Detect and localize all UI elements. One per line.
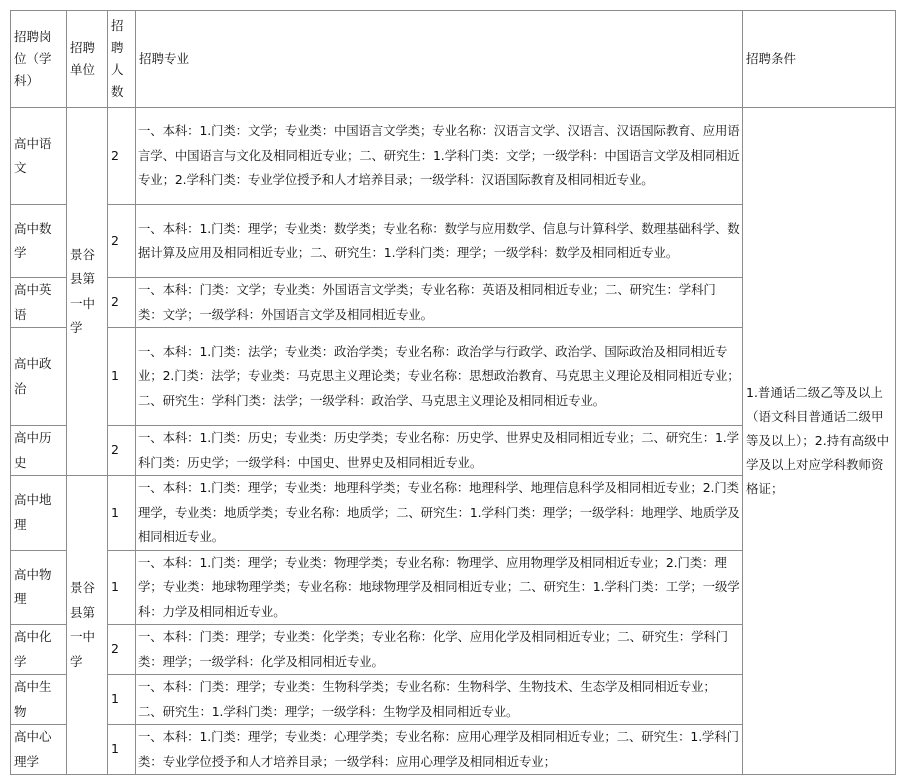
major-cell: 一、本科：1.门类：理学；专业类：地理科学类；专业名称：地理科学、地理信息科学及相同相近专业；2.门类理学，专业类：地质学类；专业名称：地质学；二、研究生：1.学科门类：理学；一级学科：地理学、地质学及相同相近专业。 <box>136 476 743 551</box>
post-cell: 高中历史 <box>11 426 67 476</box>
header-unit: 招聘单位 <box>67 11 108 108</box>
major-cell: 一、本科：1.门类：理学；专业类：心理学类；专业名称：应用心理学及相同相近专业；二、研究生：1.学科门类：专业学位授予和人才培养目录；一级学科：应用心理学及相同相近专业； <box>136 725 743 775</box>
count-cell: 1 <box>108 476 136 551</box>
count-cell: 1 <box>108 675 136 725</box>
header-conditions: 招聘条件 <box>743 11 896 108</box>
major-cell: 一、本科：门类：理学；专业类：化学类；专业名称：化学、应用化学及相同相近专业；二、研究生：学科门类：理学；一级学科：化学及相同相近专业。 <box>136 625 743 675</box>
count-cell: 1 <box>108 725 136 775</box>
major-cell: 一、本科：门类：文学；专业类：外国语言文学类；专业名称：英语及相同相近专业；二、研究生：学科门类：文学；一级学科：外国语言文学及相同相近专业。 <box>136 278 743 328</box>
major-cell: 一、本科：1.门类：理学；专业类：数学类；专业名称：数学与应用数学、信息与计算科学、数理基础科学、数据计算及应用及相同相近专业；二、研究生：1.学科门类：理学；一级学科：数学及相同相近专业。 <box>136 205 743 278</box>
post-cell: 高中政治 <box>11 328 67 426</box>
post-cell: 高中地理 <box>11 476 67 551</box>
post-cell: 高中物理 <box>11 550 67 625</box>
post-cell: 高中英语 <box>11 278 67 328</box>
header-post: 招聘岗位（学科） <box>11 11 67 108</box>
post-cell: 高中心理学 <box>11 725 67 775</box>
recruitment-table <box>10 10 896 775</box>
major-cell: 一、本科：1.门类：文学；专业类：中国语言文学类；专业名称：汉语言文学、汉语言、汉语国际教育、应用语言学、中国语言与文化及相同相近专业；二、研究生：1.学科门类：文学；一级学科：中国语言文学及相同相近专业；2.学科门类：专业学位授予和人才培养目录；一级学科：汉语国际教育及相同相近专业。 <box>136 108 743 205</box>
conditions-cell: 1.普通话二级乙等及以上（语文科目普通话二级甲等及以上）；2.持有高级中学及以上对应学科教师资格证； <box>743 108 896 775</box>
major-cell: 一、本科：1.门类：法学；专业类：政治学类；专业名称：政治学与行政学、政治学、国际政治及相同相近专业；2.门类：法学；专业类：马克思主义理论类；专业名称：思想政治教育、马克思主义理论及相同相近专业；二、研究生：学科门类：法学；一级学科：政治学、马克思主义理论及相同相近专业。 <box>136 328 743 426</box>
table-row <box>11 108 896 205</box>
major-cell: 一、本科：1.门类：理学；专业类：物理学类；专业名称：物理学、应用物理学及相同相近专业；2.门类：理学；专业类：地球物理学类；专业名称：地球物理学及相同相近专业；二、研究生：1.学科门类：工学；一级学科：力学及相同相近专业。 <box>136 550 743 625</box>
post-cell: 高中数学 <box>11 205 67 278</box>
unit-cell: 景谷县第一中学 <box>67 476 108 775</box>
major-cell: 一、本科：1.门类：历史；专业类：历史学类；专业名称：历史学、世界史及相同相近专业；二、研究生：1.学科门类：历史学；一级学科：中国史、世界史及相同相近专业。 <box>136 426 743 476</box>
post-cell: 高中语文 <box>11 108 67 205</box>
major-cell: 一、本科：门类：理学；专业类：生物科学类；专业名称：生物科学、生物技术、生态学及相同相近专业；二、研究生：1.学科门类：理学；一级学科：生物学及相同相近专业。 <box>136 675 743 725</box>
post-cell: 高中生物 <box>11 675 67 725</box>
unit-cell: 景谷县第一中学 <box>67 108 108 476</box>
table-header-row <box>11 11 896 108</box>
header-count: 招聘人数 <box>108 11 136 108</box>
count-cell: 2 <box>108 205 136 278</box>
count-cell: 2 <box>108 278 136 328</box>
count-cell: 1 <box>108 550 136 625</box>
count-cell: 2 <box>108 625 136 675</box>
post-cell: 高中化学 <box>11 625 67 675</box>
count-cell: 2 <box>108 108 136 205</box>
header-major: 招聘专业 <box>136 11 743 108</box>
count-cell: 2 <box>108 426 136 476</box>
count-cell: 1 <box>108 328 136 426</box>
